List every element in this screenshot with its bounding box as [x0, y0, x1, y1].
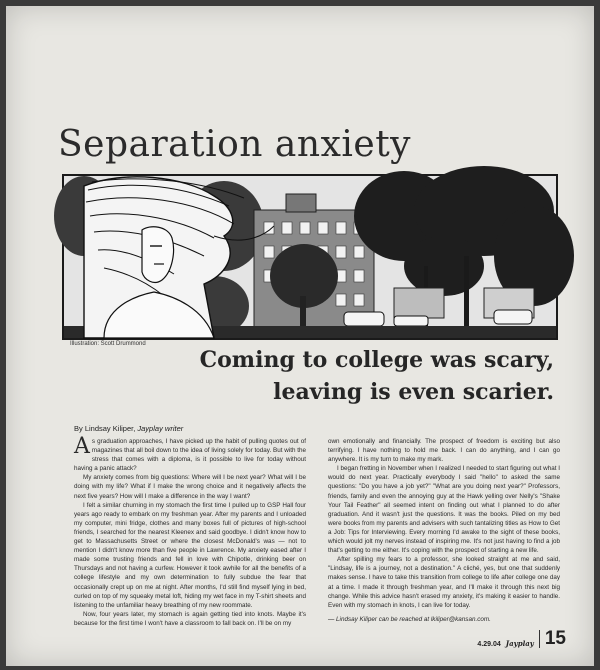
- footer-divider: [539, 630, 540, 648]
- paragraph: My anxiety comes from big questions: Where will I be next year? What will I be doing with my life? What if I make the wrong choice and it negatively affects the next five years? How will I make a difference in the way I want?: [74, 474, 306, 500]
- newspaper-page: [6, 6, 594, 666]
- article-illustration: [62, 174, 558, 340]
- page-footer: [477, 630, 566, 648]
- paragraph: own emotionally and financially. The prospect of freedom is exciting but also terrifying. I have nothing to hold me back. I can do anything, and I can go anywhere. It is my turn to make my mark.: [328, 438, 560, 464]
- paragraph: I felt a similar churning in my stomach the first time I pulled up to GSP Hall four years ago ready to embark on my freshman year. After my parents and I unloaded my computer, mini fridge, clothes and many boxes full of pictures of high-school friends, I searched for the nearest Kleenex and said goodbye. I didn't know how to get to Massachusetts Street or where the closest McDonald's was — not to mention I didn't know more than five people in Lawrence. My anxiety eased after I made some trusting friends and fell in love with Chipotle, drinking beer on Thursdays and not having a curfew. However it took awhile for all the benefits of a college lifestyle and my own determination to fully subdue the fear that occasionally crept up on me at night. After months, I'd still find myself lying in bed, curled on top of my squeaky metal loft, hiding my wet face in my T-shirt sheets and listening to the unfamiliar heavy breathing of my new roommate.: [74, 501, 306, 609]
- paragraph: I began fretting in November when I realized I needed to start figuring out what I would do next year. Practically everybody I said "hello" to asked the same questions: "Do you have a job yet?" "What are you doing next year?" Professors, friends, family and even the annoying guy at the Hawk yelling over Nelly's "Shake Your Tail Feather" all seemed intent on finding out what I planned to do after graduation. And it wasn't just the questions. It was the books. Piled on my bed were books from my parents and advisers with such tantalizing titles as How to Get a Job: Tips for Interviewing. Every morning I'd awake to the sight of these books, which would jolt my nerves instead of inspiring me. It's not just having to find a job that's getting to me either. It's coping with the prospect of starting a new life.: [328, 465, 560, 555]
- issue-date: 4.29.04: [477, 641, 501, 648]
- article-column-left: [74, 434, 306, 627]
- article-column-right: [328, 437, 560, 623]
- article-title: Separation anxiety: [58, 124, 412, 165]
- byline-role: Jayplay writer: [137, 424, 184, 433]
- author-signature: — Lindsay Kiliper can be reached at lkiliper@kansan.com.: [328, 615, 491, 623]
- drop-cap: A: [74, 434, 90, 459]
- page-number: 15: [544, 628, 566, 649]
- article-subhead: [154, 344, 554, 408]
- illustration-drawing: [64, 176, 556, 338]
- illustration-credit: Illustration: Scott Drummond: [70, 341, 146, 347]
- publication-name: Jayplay: [505, 639, 534, 648]
- paragraph: As graduation approaches, I have picked up the habit of pulling quotes out of magazines that all boil down to the idea of living solely for today. But with the stress that comes with a diploma, is it possible to live for today without having a panic attack?: [74, 434, 306, 473]
- byline-author: By Lindsay Kiliper,: [74, 424, 136, 433]
- subhead-line-1: Coming to college was scary,: [199, 347, 554, 373]
- subhead-line-2: leaving is even scarier.: [273, 379, 554, 405]
- paragraph: After spilling my fears to a professor, she looked straight at me and said, "Lindsay, life is a journey, not a destination." A cliché, yes, but one that suddenly makes sense. I have to take this transition from college to life after college one day at a time. I made it through freshman year, and I'll make it through this next big change. While this advice hasn't erased my anxiety, it's making it easier to handle. Even with my stomach in knots, I can live for today.: [328, 556, 560, 609]
- paragraph: Now, four years later, my stomach is again getting tied into knots. Maybe it's because for the first time I won't have a classroom to fall back on. I'll be on my: [74, 610, 306, 627]
- byline: [74, 424, 183, 433]
